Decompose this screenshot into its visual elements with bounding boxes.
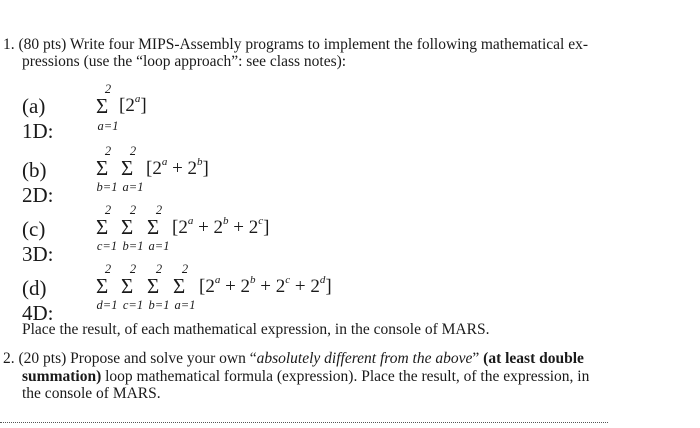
problem2-line2-rest: loop mathematical formula (expression). Place the result, of the expression, in — [105, 368, 590, 385]
item-d-label: (d) 4D: — [22, 276, 54, 325]
item-c-sum2-upper: 2 — [129, 203, 137, 217]
sigma-icon: Σ — [96, 156, 109, 180]
sigma-icon: Σ — [121, 156, 134, 180]
sigma-icon: Σ — [121, 215, 134, 239]
item-b-sum2-lower: a=1 — [122, 180, 144, 194]
item-b-sum1-upper: 2 — [104, 144, 112, 158]
problem2-line2 — [22, 368, 589, 386]
sigma-icon: Σ — [147, 215, 160, 239]
sigma-icon: Σ — [96, 94, 109, 118]
problem1-closing-text: Place the result, of each mathematical expression, in the console of MARS. — [22, 321, 490, 338]
item-a-expression: [2$^a$] — [119, 93, 147, 116]
problem1-line1 — [3, 36, 588, 54]
problem1-number: 1. — [3, 36, 15, 53]
item-d-expression: $[2^a + 2^b + 2^c + 2^d]$ — [199, 274, 332, 297]
item-d-sum4-lower: a=1 — [174, 298, 196, 312]
problem2-points: (20 pts) — [18, 350, 67, 367]
item-b-sum1-lower: b=1 — [96, 180, 118, 194]
problem2-line3: the console of MARS. — [22, 385, 161, 402]
item-c-label: (c) 3D: — [22, 217, 54, 266]
item-b-expression: $[2^a + 2^b]$ — [146, 156, 209, 179]
item-d-sum3-upper: 2 — [155, 262, 163, 276]
item-d-sum2-upper: 2 — [129, 262, 137, 276]
sigma-icon: Σ — [121, 274, 134, 298]
item-d-sum4-upper: 2 — [181, 262, 189, 276]
item-a-sum1-lower: a=1 — [97, 119, 119, 133]
sigma-icon: Σ — [96, 274, 109, 298]
problem1-text-line1: Write four MIPS-Assembly programs to implement the following mathematical ex- — [69, 36, 588, 53]
item-d-sum1-lower: d=1 — [96, 298, 118, 312]
item-d-sum3-lower: b=1 — [148, 298, 170, 312]
sigma-icon: Σ — [96, 215, 109, 239]
problem2-line1-bold: (at least double — [483, 350, 584, 367]
problem1-text-line2: pressions (use the “loop approach”: see class notes): — [22, 53, 347, 70]
item-d-sum2-lower: c=1 — [122, 298, 144, 312]
problem2-line1-part2: ” — [472, 350, 480, 367]
problem1-points: (80 pts) — [18, 36, 67, 53]
sigma-icon: Σ — [147, 274, 160, 298]
problem2-line1 — [3, 350, 584, 368]
dotted-divider — [0, 422, 608, 423]
item-a-label: (a) 1D: — [22, 94, 54, 143]
item-c-sum1-upper: 2 — [104, 203, 112, 217]
item-b-sum2-upper: 2 — [129, 144, 137, 158]
problem2-number: 2. — [3, 350, 15, 367]
problem2-line2-bold: summation) — [22, 368, 102, 385]
problem2-line1-part1: Propose and solve your own “ — [70, 350, 257, 367]
item-d-sum1-upper: 2 — [104, 262, 112, 276]
item-c-sum3-lower: a=1 — [148, 239, 170, 253]
item-c-sum2-lower: b=1 — [122, 239, 144, 253]
item-b-label: (b) 2D: — [22, 158, 54, 207]
item-a-sum1-upper: 2 — [104, 82, 112, 96]
item-c-expression: $[2^a + 2^b + 2^c]$ — [172, 215, 270, 238]
item-c-sum1-lower: c=1 — [96, 239, 118, 253]
sigma-icon: Σ — [173, 274, 186, 298]
problem2-emphasis: absolutely different from the above — [256, 350, 473, 367]
item-c-sum3-upper: 2 — [155, 203, 163, 217]
